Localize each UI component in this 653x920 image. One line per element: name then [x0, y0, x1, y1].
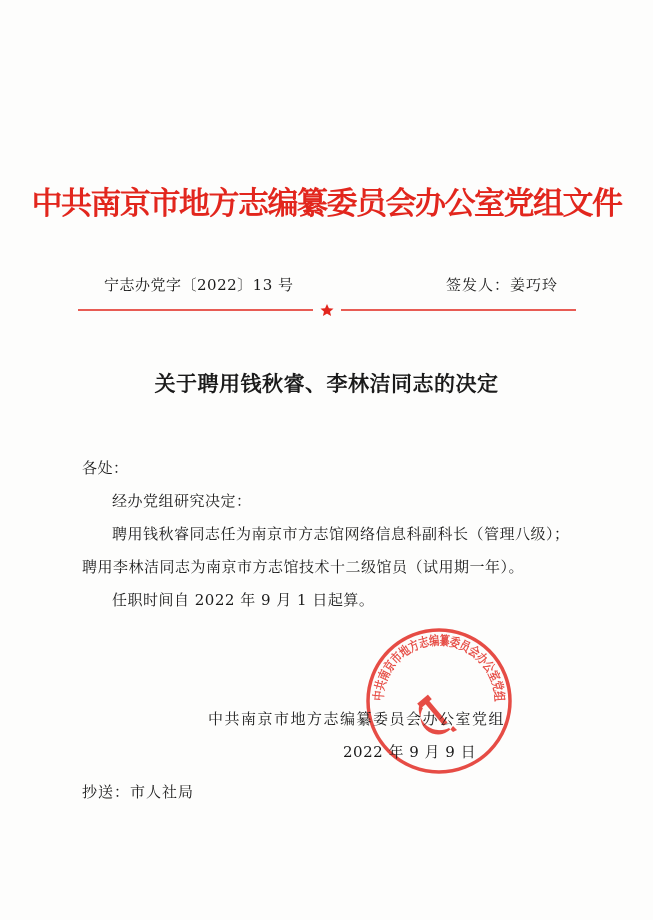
salutation: 各处： — [82, 459, 129, 477]
body-paragraph: 聘用钱秋睿同志任为南京市方志馆网络信息科副科长（管理八级）；聘用李林洁同志为南京市方志馆技术十二级馆员（试用期一年）。 — [82, 525, 570, 576]
document-title: 关于聘用钱秋睿、李林洁同志的决定 — [154, 371, 499, 396]
body-paragraph: 任职时间自 2022 年 9 月 1 日起算。 — [112, 591, 375, 609]
signing-organization: 中共南京市地方志编纂委员会办公室党组 — [208, 710, 506, 728]
red-divider-with-star — [78, 304, 576, 316]
body-paragraph: 经办党组研究决定： — [112, 492, 252, 510]
svg-text:中共南京市地方志编纂委员会办公室党组 — [371, 633, 507, 705]
document-number: 宁志办党字〔2022〕13 号 — [104, 276, 294, 294]
signing-date: 2022 年 9 月 9 日 — [343, 743, 477, 761]
star-icon — [321, 304, 334, 316]
issuer-line: 签发人：姜巧玲 — [445, 276, 558, 294]
red-header-title: 中共南京市地方志编纂委员会办公室党组文件 — [31, 186, 622, 222]
document-body — [82, 452, 579, 617]
seal-text: 中共南京市地方志编纂委员会办公室党组 — [371, 633, 507, 705]
cc-line: 抄送：市人社局 — [82, 783, 195, 801]
